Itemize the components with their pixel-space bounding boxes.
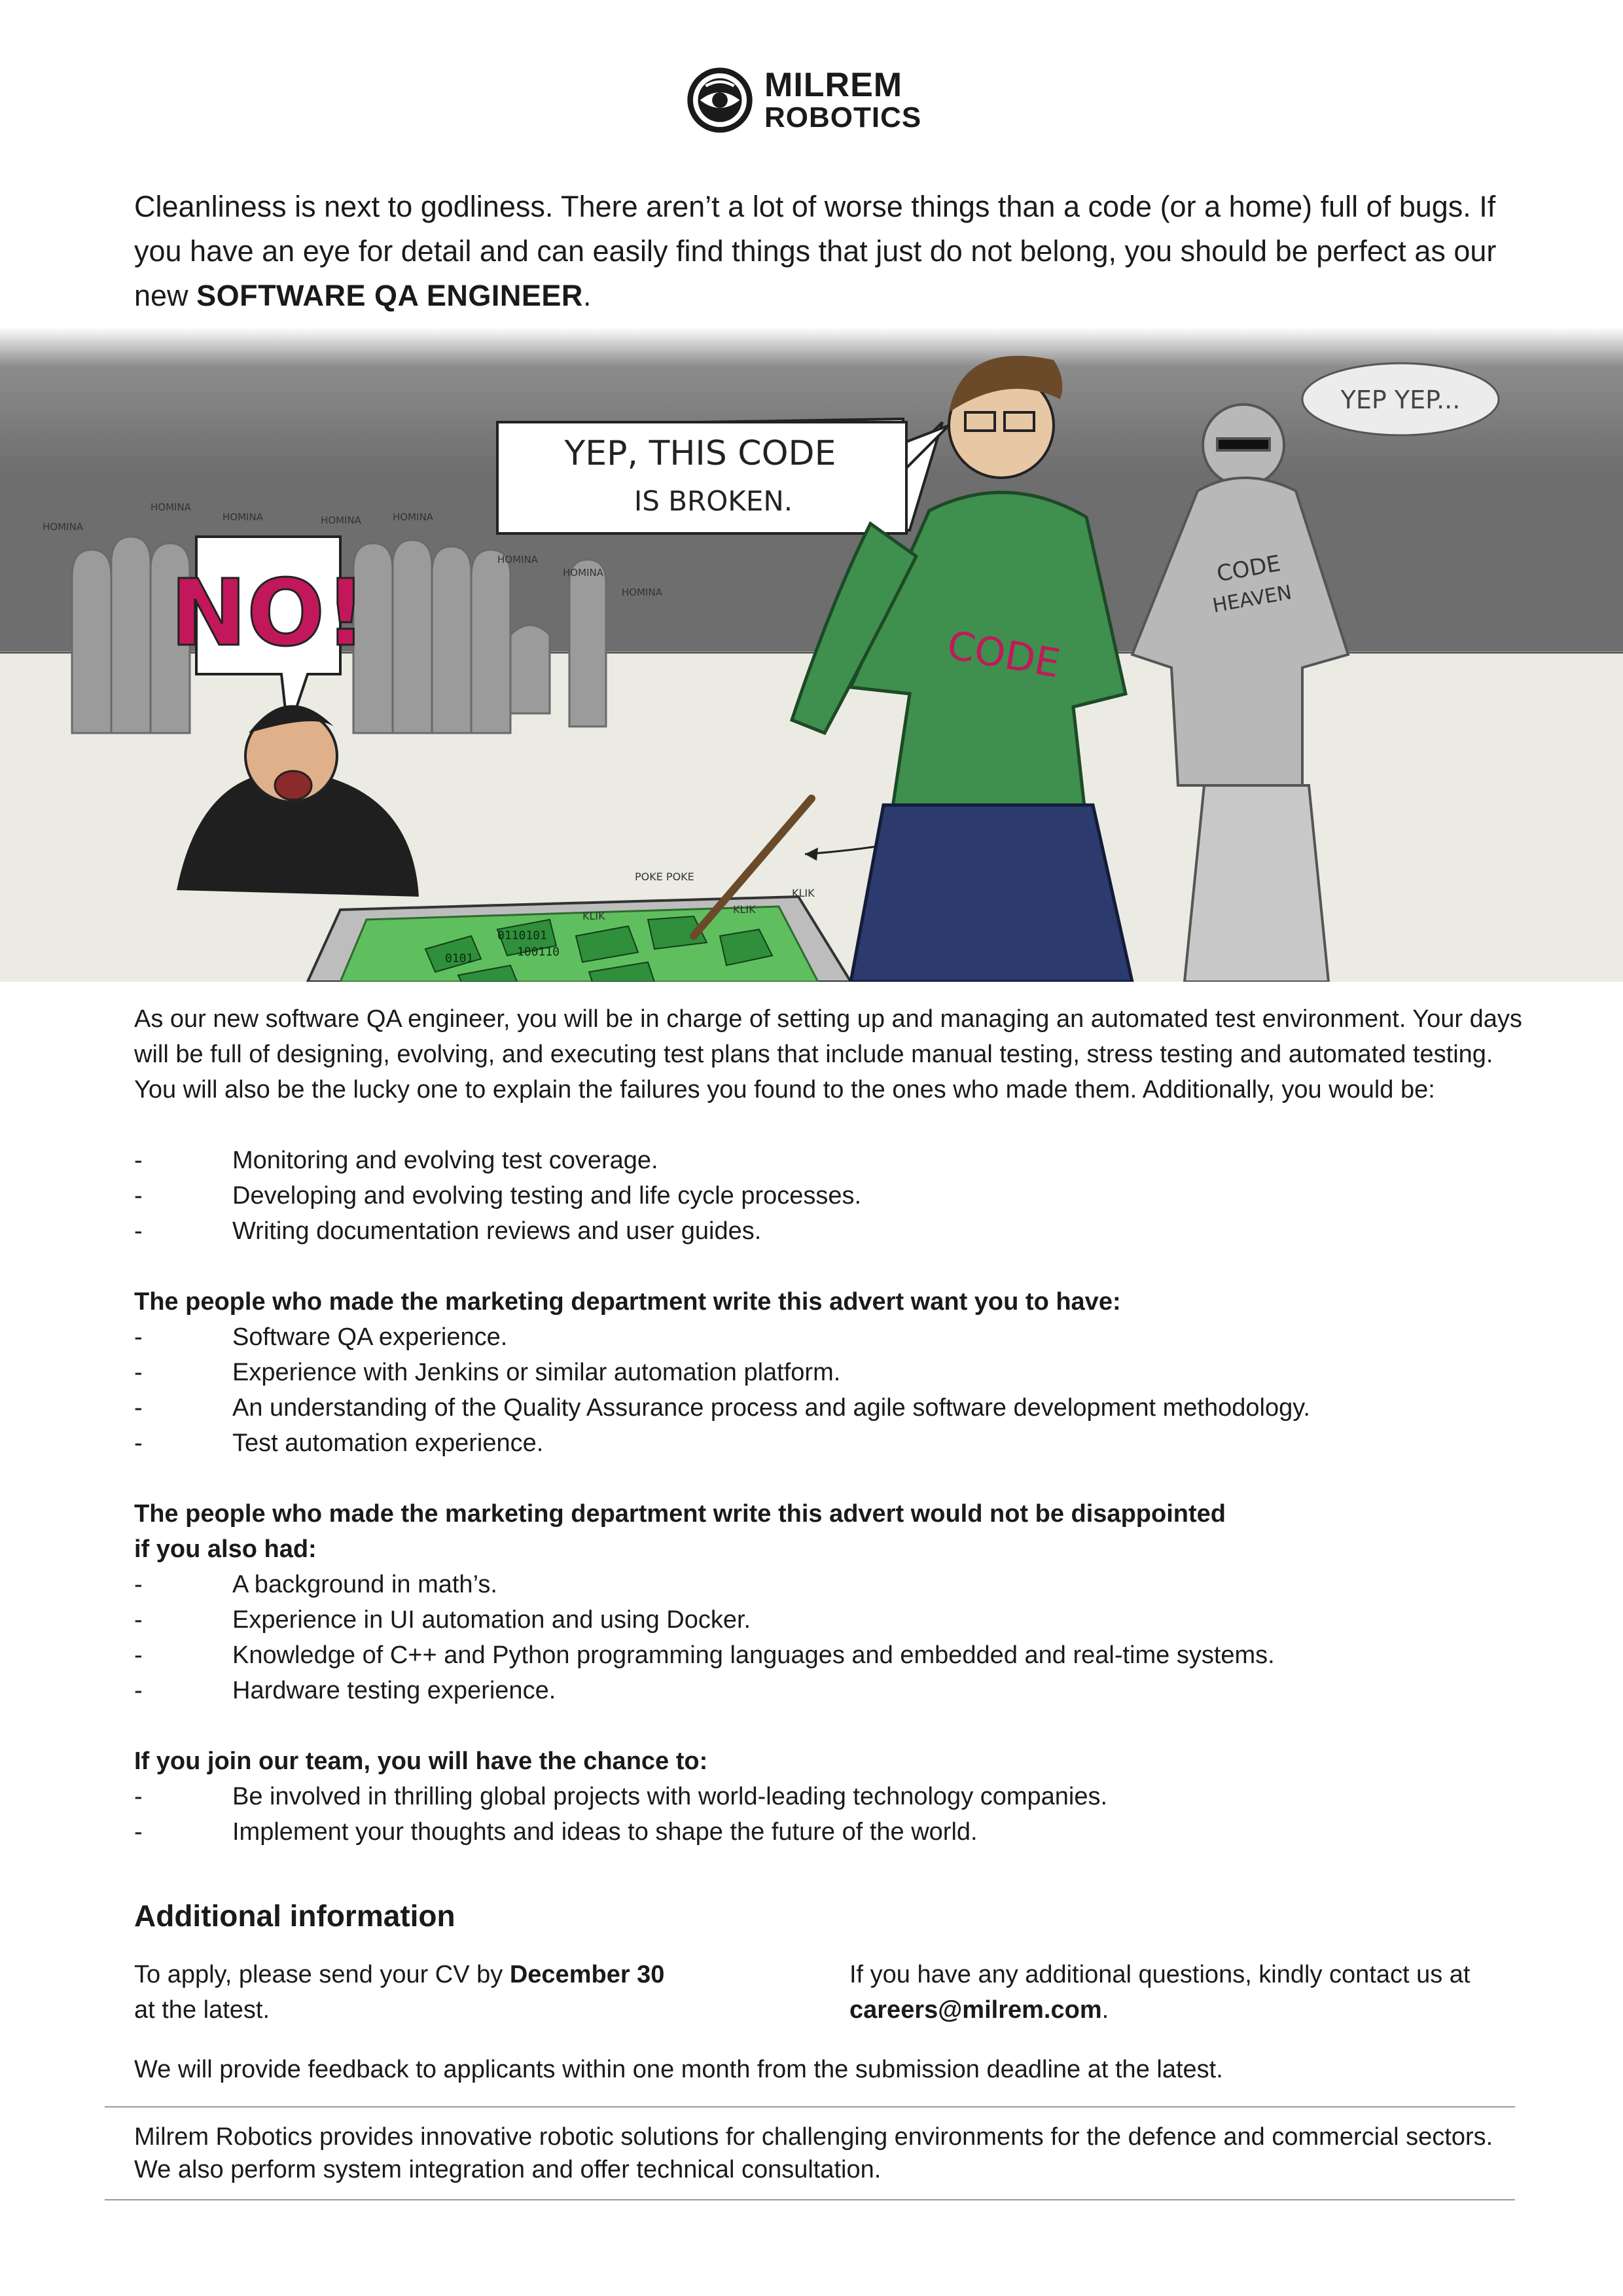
nice-to-have-heading-2: if you also had: — [134, 1535, 317, 1563]
crowd-word-8: HOMINA — [622, 586, 662, 598]
benefits-heading: If you join our team, you will have the chance to: — [134, 1748, 708, 1775]
apply-suffix: at the latest. — [134, 1996, 270, 2024]
contact-email-link[interactable]: careers@milrem.com — [849, 1996, 1102, 2024]
sfx-klik-2: KLIK — [733, 903, 756, 916]
nice-to-have-list — [134, 1567, 1528, 1708]
list-item: - Hardware testing experience. — [134, 1673, 1528, 1708]
comic-scene — [0, 327, 1623, 982]
crowd-word-2: HOMINA — [151, 501, 191, 513]
job-title: SOFTWARE QA ENGINEER — [196, 279, 583, 312]
svg-text:0101: 0101 — [445, 952, 474, 965]
description-paragraph: As our new software QA engineer, you will be in charge of setting up and managing an automated test environment. Your days will be full of designing, evolving, and executing test plans that include manual testing, stress testing and automated testing. You will also be the lucky one to explain the failures you found to the ones who made them. Additionally, you would be: — [134, 1005, 1522, 1103]
contact-prefix: If you have any additional questions, kindly contact us at — [849, 1961, 1471, 1988]
nice-to-have-heading-1: The people who made the marketing department write this advert would not be disappointed — [134, 1500, 1226, 1528]
crowd-word-1: HOMINA — [43, 521, 83, 533]
crowd-word-3: HOMINA — [223, 511, 263, 523]
company-logo — [685, 64, 921, 136]
sfx-klik-1: KLIK — [582, 910, 605, 922]
company-about: Milrem Robotics provides innovative robotic solutions for challenging environments for the defence and commercial sectors. We also perform system integration and offer technical consultation. — [134, 2123, 1493, 2183]
speech-right: YEP YEP... — [1340, 386, 1461, 414]
intro-text: Cleanliness is next to godliness. There aren’t a lot of worse things than a code (or a home) full of bugs. If you have an eye for detail and can easily find things that just do not belong, you should be perfect as our new — [134, 190, 1497, 312]
milrem-eye-icon — [685, 65, 755, 135]
logo-wordmark — [764, 68, 921, 132]
logo-line2: ROBOTICS — [764, 101, 922, 134]
list-item: - Be involved in thrilling global projects with world-leading technology companies. — [134, 1779, 1528, 1814]
comic-illustration — [0, 327, 1623, 982]
main-speech-bubble — [497, 419, 949, 533]
list-item: - Developing and evolving testing and life cycle processes. — [134, 1178, 1528, 1213]
speech-main-line2: IS BROKEN. — [633, 485, 793, 517]
crowd-word-7: HOMINA — [563, 567, 603, 579]
list-item: - Implement your thoughts and ideas to shape the future of the world. — [134, 1814, 1528, 1850]
list-item: - Writing documentation reviews and user guides. — [134, 1213, 1528, 1249]
divider-top — [105, 2106, 1515, 2108]
svg-text:CODE: CODE — [944, 622, 1063, 687]
list-item: - A background in math’s. — [134, 1567, 1528, 1602]
shirt-line2: HEAVEN — [1211, 581, 1294, 618]
contact-suffix: . — [1101, 1996, 1109, 2024]
divider-bottom — [105, 2199, 1515, 2200]
intro-paragraph — [134, 185, 1515, 318]
intro-end: . — [582, 279, 592, 312]
list-item: - Monitoring and evolving test coverage. — [134, 1143, 1528, 1178]
requirements-heading: The people who made the marketing department write this advert want you to have: — [134, 1288, 1121, 1316]
job-description — [134, 1001, 1528, 1850]
apply-instructions — [134, 1957, 762, 2028]
apply-deadline: December 30 — [509, 1961, 665, 1988]
list-item: - Experience in UI automation and using Docker. — [134, 1602, 1528, 1638]
requirements-list — [134, 1319, 1528, 1461]
logo-line1: MILREM — [764, 66, 903, 104]
feedback-note: We will provide feedback to applicants within one month from the submission deadline at the latest. — [134, 2056, 1223, 2083]
sfx-poke: POKE POKE — [635, 870, 694, 883]
sfx-klik-3: KLIK — [792, 887, 815, 899]
additional-info-title: Additional information — [134, 1899, 455, 1933]
list-item: - Test automation experience. — [134, 1426, 1528, 1461]
crowd-word-4: HOMINA — [321, 514, 361, 526]
yep-yep-bubble — [1302, 363, 1499, 435]
list-item: - Software QA experience. — [134, 1319, 1528, 1355]
speech-main-line1: YEP, THIS CODE — [564, 434, 836, 473]
list-item: - Knowledge of C++ and Python programming languages and embedded and real-time systems. — [134, 1638, 1528, 1673]
shirt-line1: CODE — [1215, 550, 1283, 588]
duties-list — [134, 1143, 1528, 1249]
crowd-word-6: HOMINA — [497, 554, 538, 565]
list-item: - Experience with Jenkins or similar automation platform. — [134, 1355, 1528, 1390]
benefits-list — [134, 1779, 1528, 1850]
list-item: - An understanding of the Quality Assurance process and agile software development methodology. — [134, 1390, 1528, 1426]
apply-prefix: To apply, please send your CV by — [134, 1961, 510, 1988]
svg-text:100110: 100110 — [517, 945, 560, 959]
crowd-word-5: HOMINA — [393, 511, 433, 523]
svg-text:0110101: 0110101 — [497, 929, 547, 942]
no-text: NO! — [169, 560, 367, 667]
contact-info — [849, 1957, 1478, 2028]
